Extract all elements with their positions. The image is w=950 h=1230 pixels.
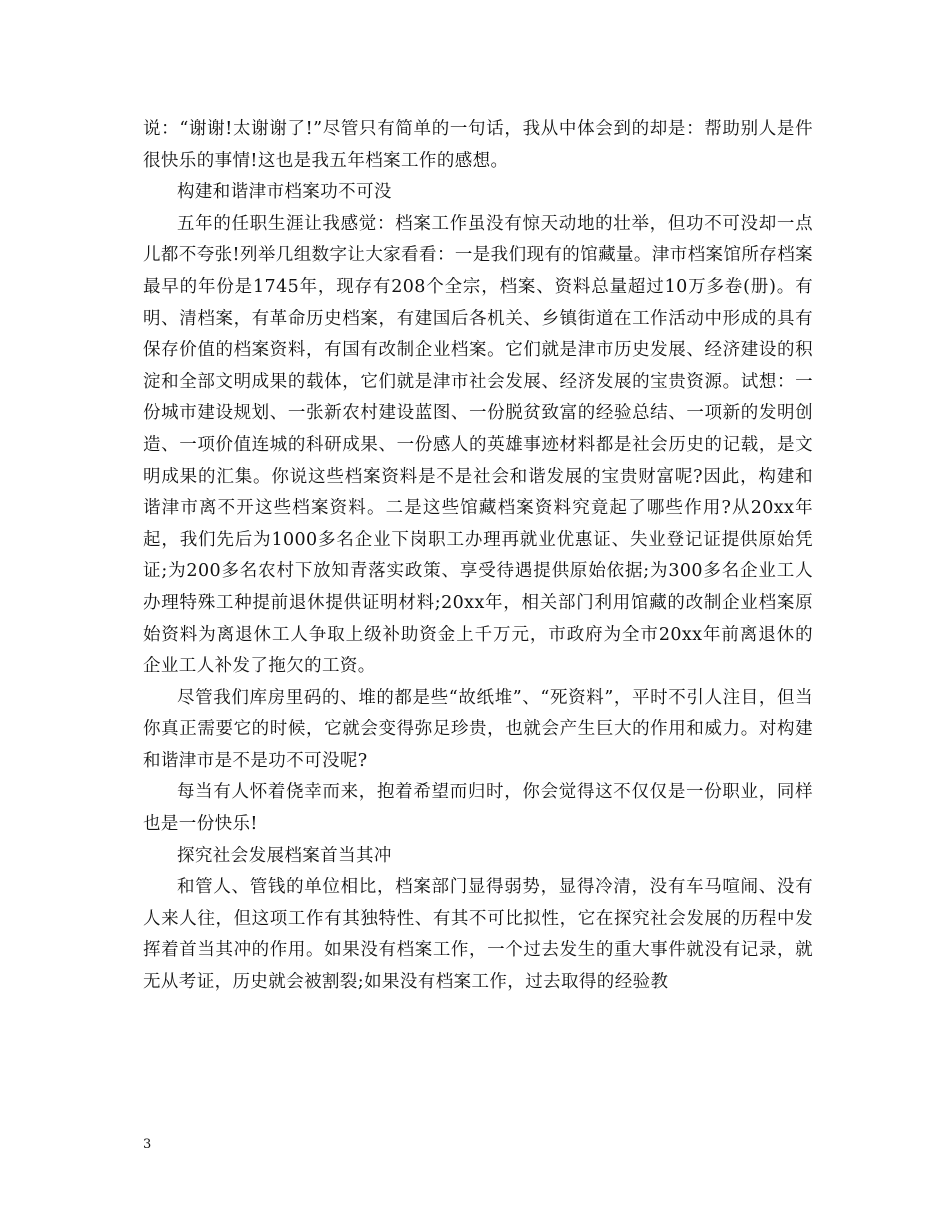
document-body <box>143 114 813 999</box>
paragraph-archive-statistics: 五年的任职生涯让我感觉：档案工作虽没有惊天动地的壮举，但功不可没却一点儿都不夸张!列举几组数字让大家看看：一是我们现有的馆藏量。津市档案馆所存档案最早的年份是1745年，现存有208个全宗，档案、资料总量超过10万多卷(册)。有明、清档案，有革命历史档案，有建国后各机关、乡镇街道在工作活动中形成的具有保存价值的档案资料，有国有改制企业档案。它们就是津市历史发展、经济建设的积淀和全部文明成果的载体，它们就是津市社会发展、经济发展的宝贵资源。试想：一份城市建设规划、一张新农村建设蓝图、一份脱贫致富的经验总结、一项新的发明创造、一项价值连城的科研成果、一份感人的英雄事迹材料都是社会历史的记载，是文明成果的汇集。你说这些档案资料是不是社会和谐发展的宝贵财富呢?因此，构建和谐津市离不开这些档案资料。二是这些馆藏档案资料究竟起了哪些作用?从20xx年起，我们先后为1000多名企业下岗职工办理再就业优惠证、失业登记证提供原始凭证;为200多名农村下放知青落实政策、享受待遇提供原始依据;为300多名企业工人办理特殊工种提前退休提供证明材料;20xx年，相关部门利用馆藏的改制企业档案原始资料为离退休工人争取上级补助资金上千万元，市政府为全市20xx年前离退休的企业工人补发了拖欠的工资。 <box>143 213 813 677</box>
paragraph-continuation: 说：“谢谢!太谢谢了!”尽管只有简单的一句话，我从中体会到的却是：帮助别人是件很快乐的事情!这也是我五年档案工作的感想。 <box>143 119 813 171</box>
section-heading-harmony: 构建和谐津市档案功不可没 <box>177 182 392 203</box>
paragraph-old-papers: 尽管我们库房里码的、堆的都是些“故纸堆”、“死资料”，平时不引人注目，但当你真正需要它的时候，它就会变得弥足珍贵，也就会产生巨大的作用和威力。对构建和谐津市是不是功不可没呢? <box>143 687 813 771</box>
paragraph-archive-role: 和管人、管钱的单位相比，档案部门显得弱势，显得冷清，没有车马喧闹、没有人来人往，但这项工作有其独特性、有其不可比拟性，它在探究社会发展的历程中发挥着首当其冲的作用。如果没有档案工作，一个过去发生的重大事件就没有记录，就无从考证，历史就会被割裂;如果没有档案工作，过去取得的经验教 <box>143 877 813 993</box>
paragraph-joy: 每当有人怀着侥幸而来，抱着希望而归时，你会觉得这不仅仅是一份职业，同样也是一份快乐! <box>143 782 813 835</box>
page-number: 3 <box>143 1137 152 1152</box>
section-heading-social-development: 探究社会发展档案首当其冲 <box>177 845 392 866</box>
